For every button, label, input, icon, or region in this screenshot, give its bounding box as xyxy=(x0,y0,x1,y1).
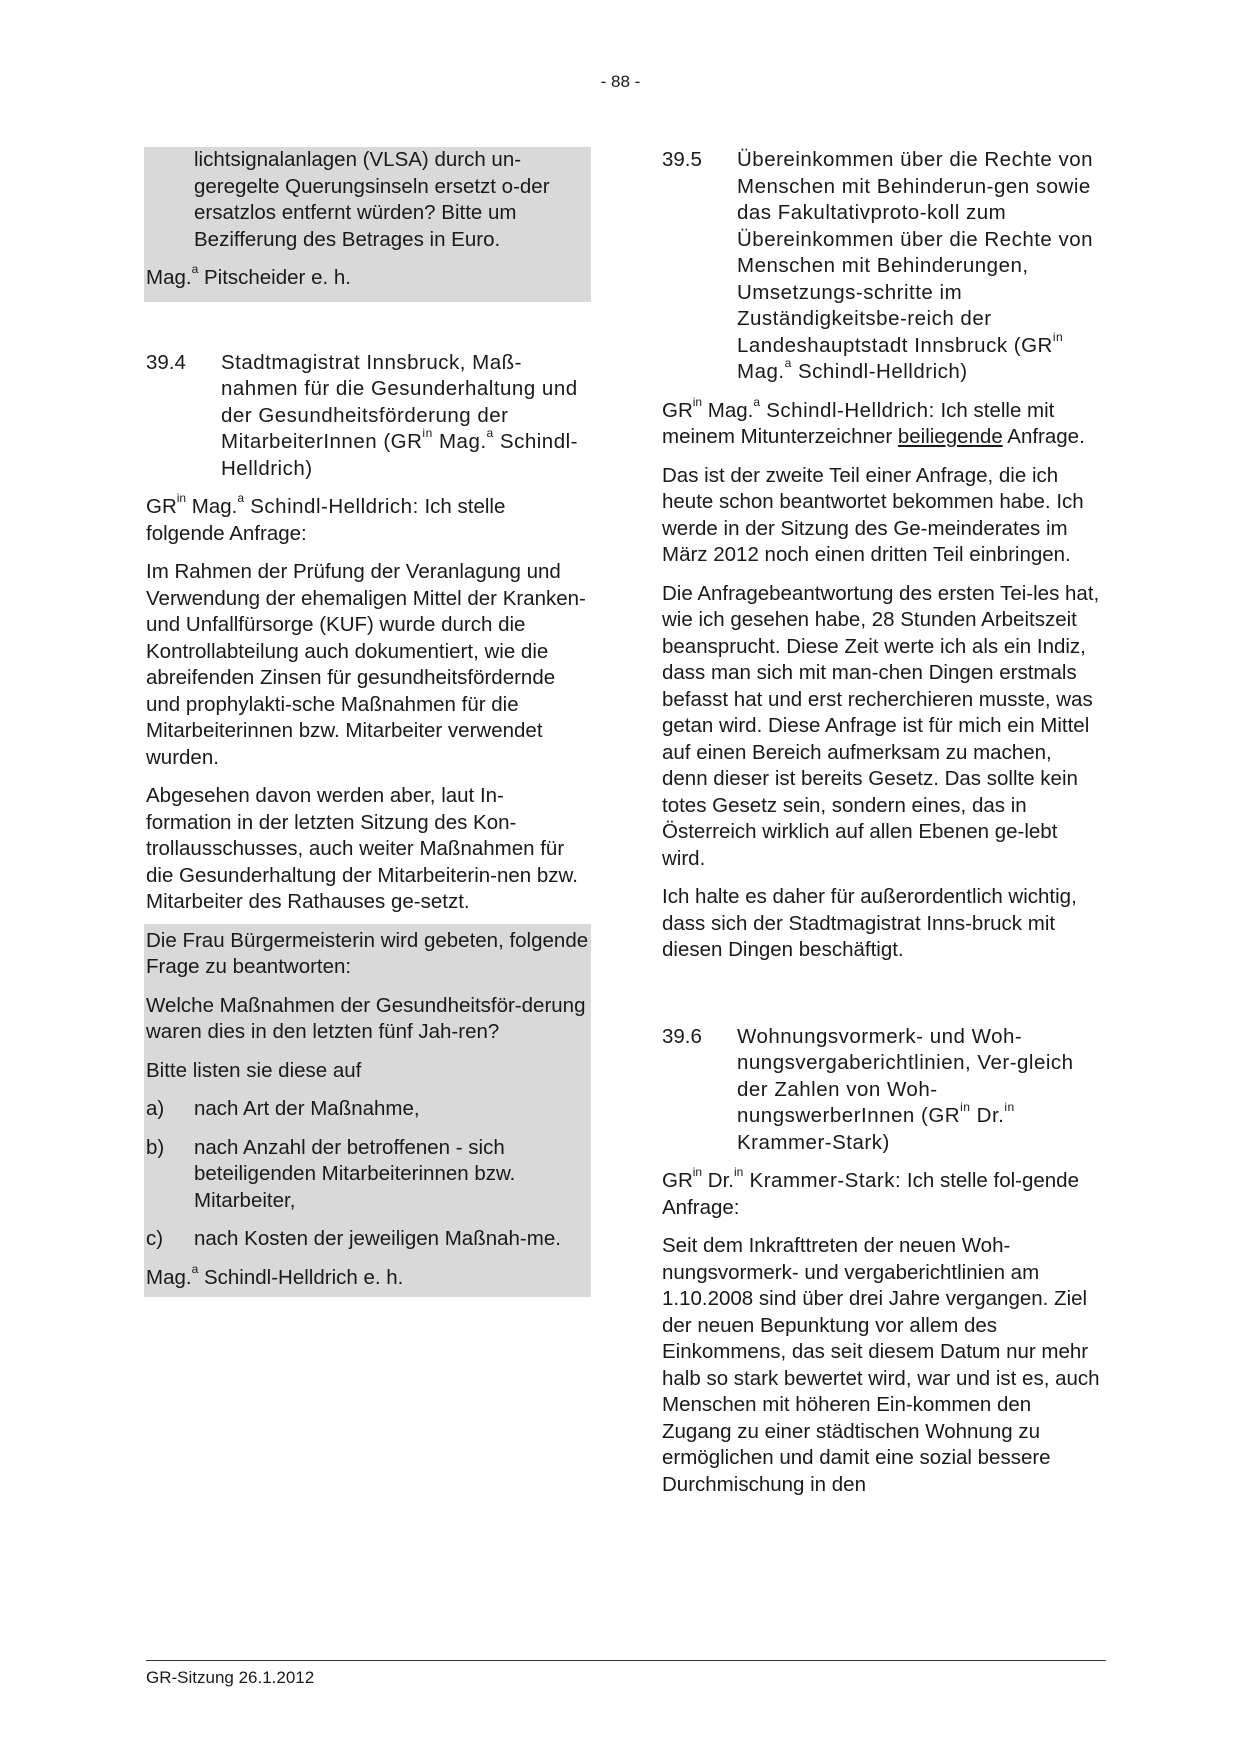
shaded-box-question xyxy=(144,924,591,1298)
speaker-intro: $GR^{in}$ Dr.$^{in}$ Krammer-Stark: Ich stelle fol-gende Anfrage: xyxy=(662,1165,1079,1219)
left-column xyxy=(146,147,589,1297)
section-number: 39.4 xyxy=(146,350,186,374)
page-number: - 88 - xyxy=(600,72,641,91)
section-heading-39-5 xyxy=(662,147,1102,386)
section-title: Stadtmagistrat Innsbruck, Maß-nahmen für die Gesunderhaltung und der Gesundheitsförderung der MitarbeiterInnen ($GR^{in}$ Mag.$^a$ Schindl-Helldrich) xyxy=(221,350,578,480)
paragraph: Seit dem Inkrafttreten der neuen Woh-nungsvormerk- und vergaberichtlinien am 1.10.2008 sind über drei Jahre vergangen. Ziel der neuen Bepunktung vor allem des Einkommens, das seit diesem Datum nur mehr halb so stark bewertet wird, war und ist es, auch Menschen mit höheren Ein-kommen den Zugang zu einer städtischen Wohnung zu ermöglichen und damit eine sozial bessere Durchmischung in den xyxy=(662,1234,1100,1496)
list-intro: Bitte listen sie diese auf xyxy=(146,1058,362,1082)
question-text: Welche Maßnahmen der Gesundheitsför-derung waren dies in den letzten fünf Jah-ren? xyxy=(146,993,586,1043)
paragraph: Ich halte es daher für außerordentlich wichtig, dass sich der Stadtmagistrat Inns-bruck mit diesen Dingen beschäftigt. xyxy=(662,885,1077,961)
signature-schindl-helldrich: Mag.$^a$ Schindl-Helldrich e. h. xyxy=(146,1261,404,1289)
paragraph: Im Rahmen der Prüfung der Veranlagung und Verwendung der ehemaligen Mittel der Kranken- und Unfallfürsorge (KUF) wurde durch die Kontrollabteilung auch dokumentiert, wie die abreifenden Zinsen für gesundheitsfördernde und prophylakti-sche Maßnahmen für die Mitarbeiterinnen bzw. Mitarbeiter verwendet wurden. xyxy=(146,560,586,769)
list-item: a) nach Art der Maßnahme, xyxy=(146,1097,420,1120)
paragraph: Die Anfragebeantwortung des ersten Tei-les hat, wie ich gesehen habe, 28 Stunden Arbeitszeit beansprucht. Diese Zeit werte ich als ein Indiz, dass man sich mit man-chen Dingen erstmals befasst hat und erst recherchieren musste, was getan wird. Diese Anfrage ist für mich ein Mittel auf einen Bereich aufmerksam zu machen, denn dieser ist bereits Gesetz. Das sollte kein totes Gesetz sein, sondern eines, das in Österreich wirklich auf allen Ebenen ge-lebt wird. xyxy=(662,581,1100,870)
signature-pitscheider: Mag.$^a$ Pitscheider e. h. xyxy=(146,262,351,289)
right-column xyxy=(662,147,1102,1510)
footer-session-date: GR-Sitzung 26.1.2012 xyxy=(146,1668,315,1687)
list-item: c) nach Kosten der jeweiligen Maßnah-me. xyxy=(146,1227,561,1250)
section-title: Wohnungsvormerk- und Woh-nungsvergaberichtlinien, Ver-gleich der Zahlen von Woh-nungswerberInnen ($GR^{in}$ Dr.$^{in}$ Krammer-Stark) xyxy=(737,1024,1074,1154)
list-item: b) nach Anzahl der betroffenen - sich beteiligenden Mitarbeiterinnen bzw. Mitarbeiter, xyxy=(146,1135,516,1212)
paragraph: Das ist der zweite Teil einer Anfrage, die ich heute schon beantwortet bekommen habe. Ich werde in der Sitzung des Ge-meinderates im März 2012 noch einen dritten Teil einbringen. xyxy=(662,463,1084,566)
section-title: Übereinkommen über die Rechte von Menschen mit Behinderun-gen sowie das Fakultativproto-koll zum Übereinkommen über die Rechte von Menschen mit Behinderungen, Umsetzungs-schritte im Zuständigkeitsbe-reich der Landeshauptstadt Innsbruck ($GR^{in}$ Mag.$^a$ Schindl-Helldrich) xyxy=(737,148,1094,383)
attachment-reference: beiliegende xyxy=(897,425,1003,448)
section-heading-39-6 xyxy=(662,1024,1102,1157)
speaker-intro: $GR^{in}$ Mag.$^a$ Schindl-Helldrich: Ich stelle mit meinem Mitunterzeichner beiliegende Anfrage. xyxy=(662,394,1085,448)
section-heading-39-4 xyxy=(146,350,589,483)
section-number: 39.5 xyxy=(662,148,702,171)
shaded-box-question-end xyxy=(144,147,591,302)
paragraph: Abgesehen davon werden aber, laut In-formation in der letzten Sitzung des Kon-trollausschusses, auch weiter Maßnahmen für die Gesunderhaltung der Mitarbeiterin-nen bzw. Mitarbeiter des Rathauses ge-setzt. xyxy=(146,784,578,913)
footer-divider xyxy=(146,1660,1106,1661)
section-number: 39.6 xyxy=(662,1024,702,1048)
speaker-intro: $GR^{in}$ Mag.$^a$ Schindl-Helldrich: Ich stelle folgende Anfrage: xyxy=(146,491,506,545)
question-continuation: lichtsignalanlagen (VLSA) durch un-geregelte Querungsinseln ersetzt o-der ersatzlos entfernt würden? Bitte um Bezifferung des Betrages in Euro. xyxy=(194,148,550,251)
question-intro: Die Frau Bürgermeisterin wird gebeten, folgende Frage zu beantworten: xyxy=(146,928,589,978)
